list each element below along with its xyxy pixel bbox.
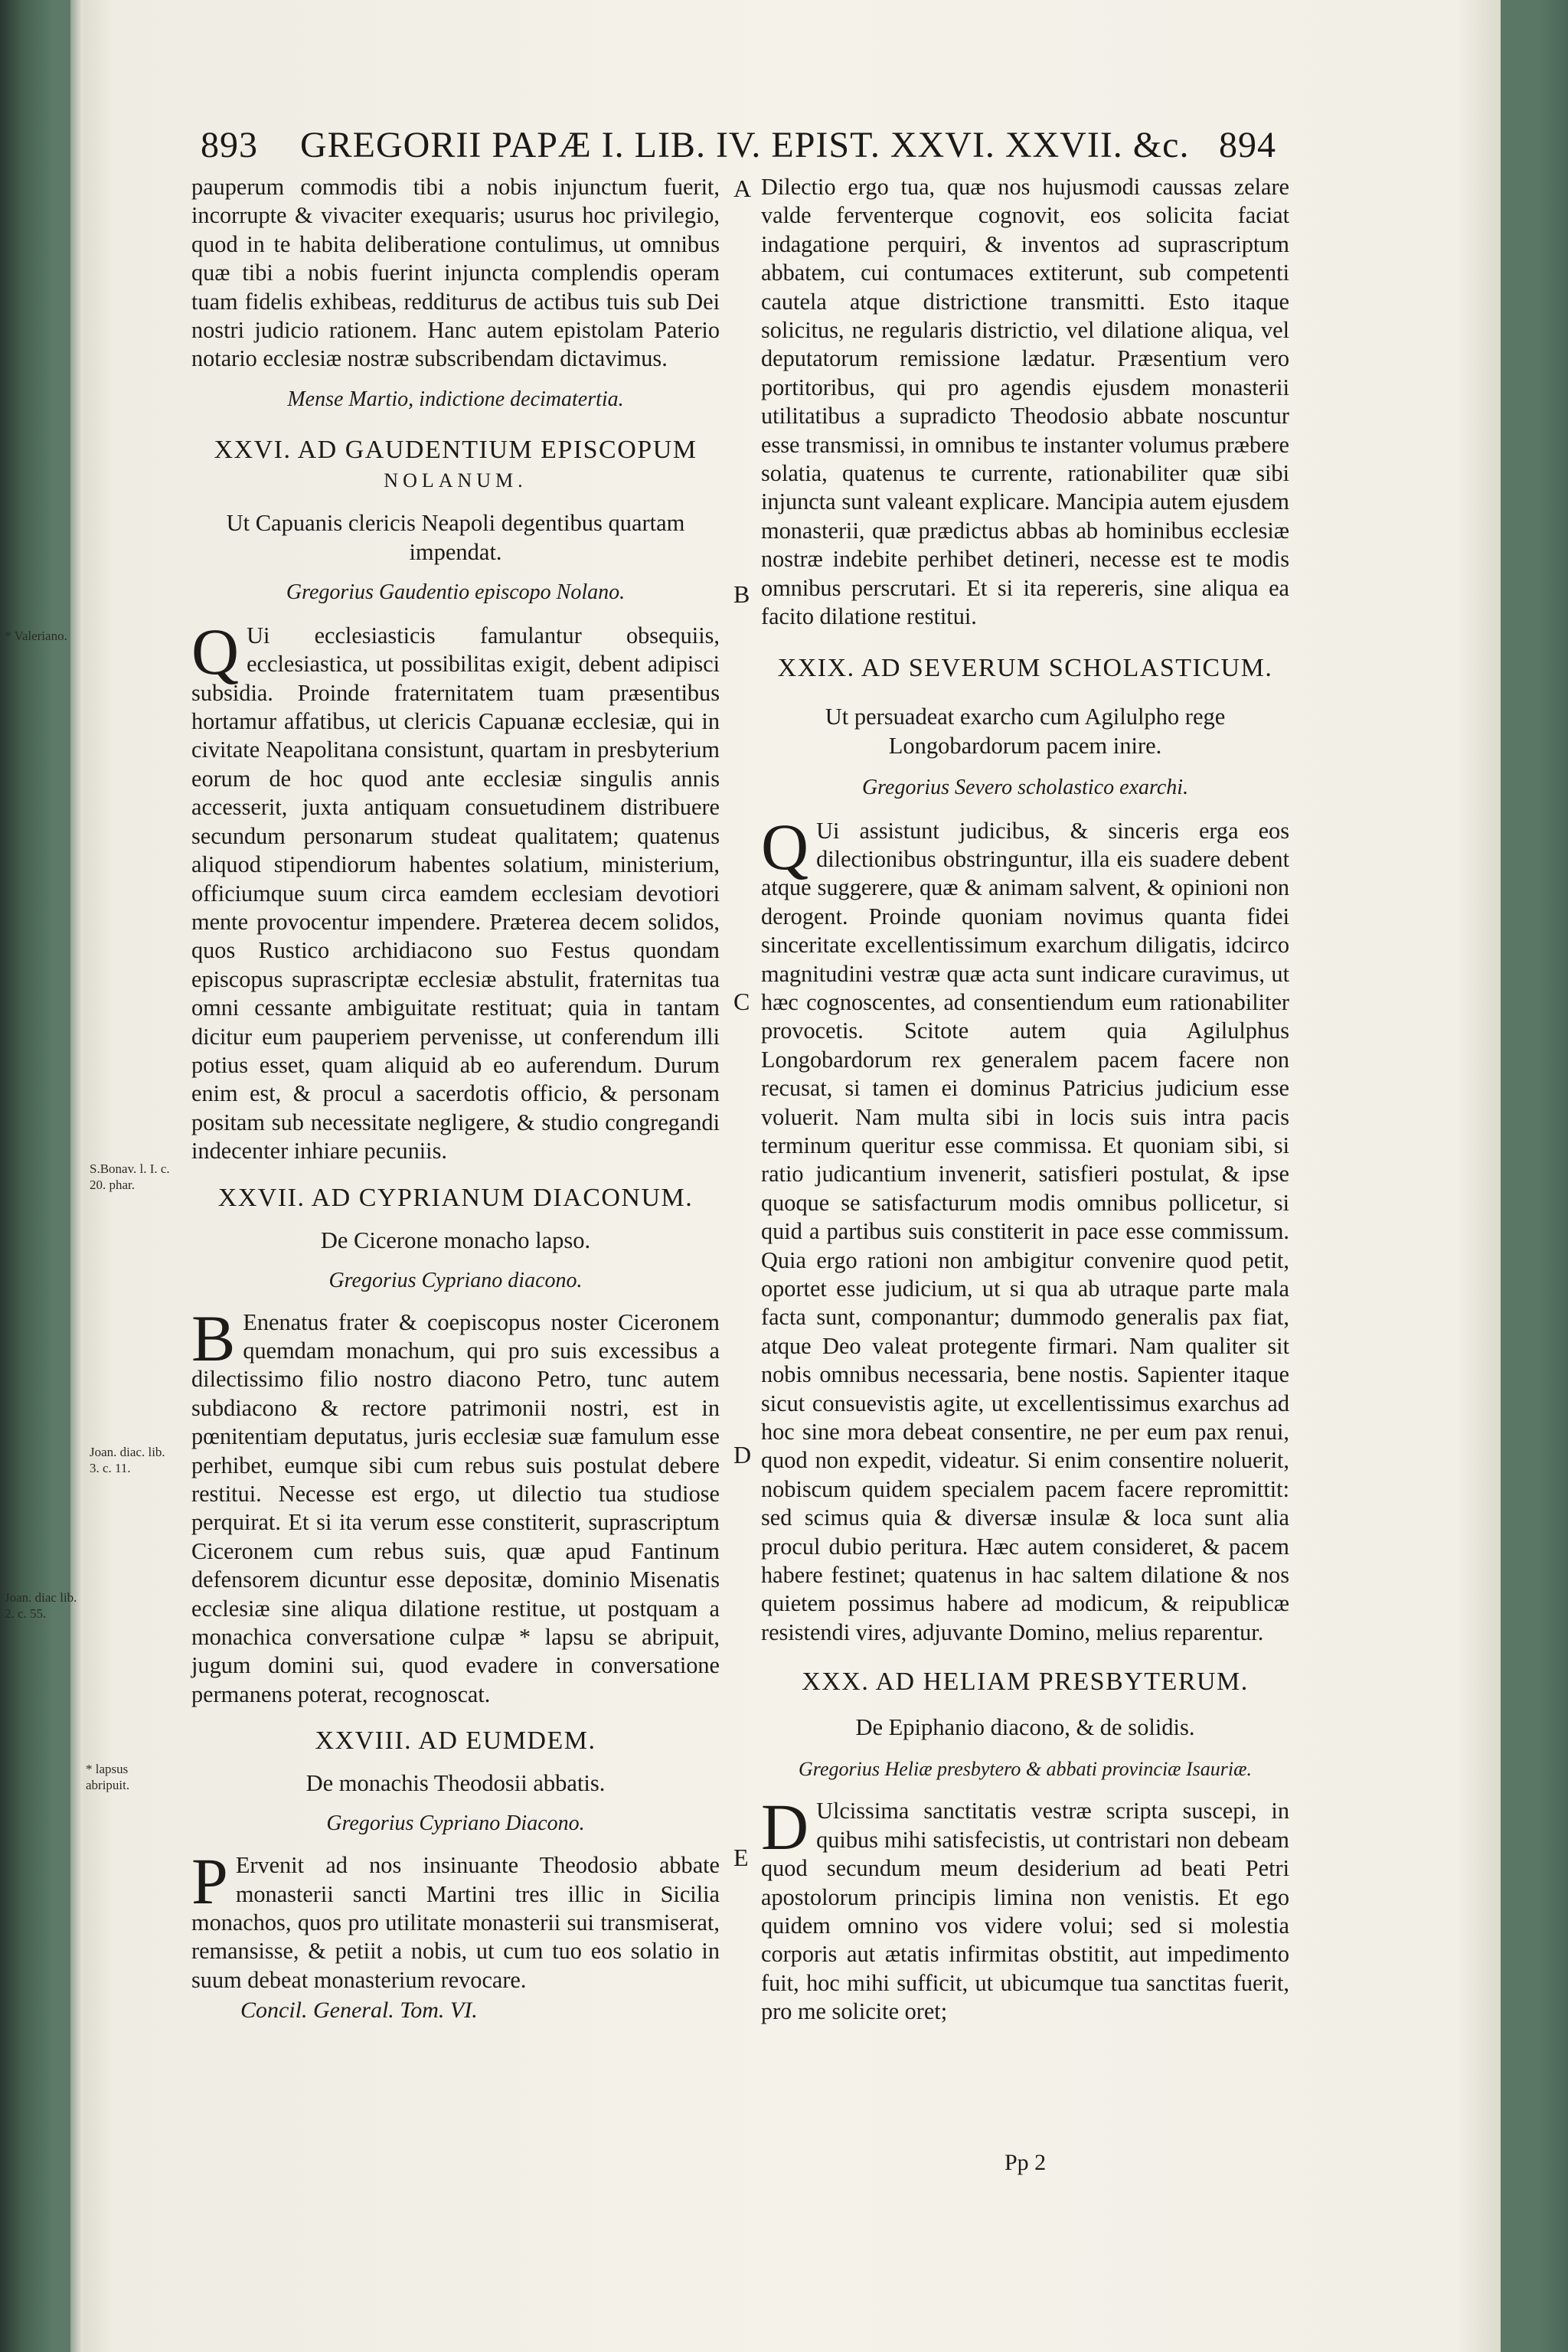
margin-note-lapsus: * lapsus abripuit. [86, 1762, 130, 1792]
volume-footer: Concil. General. Tom. VI. [240, 1998, 478, 2024]
epistle-26-address: Gregorius Gaudentio episcopo Nolano. [286, 580, 626, 604]
page-number-left: 893 [201, 125, 258, 165]
epistle-28-body: Ervenit ad nos insinuante Theodosio abbate monasterii sancti Martini tres illic in Sicilia monachos, quos pro utilitate monasterii sui transmiserat, remansisse, & petiit a nobis, ut cum tuo eos solatio in suum debeat monasterium revocare. [191, 1852, 720, 1993]
drop-cap-p: P [191, 1844, 228, 1919]
epistle-28-continuation: Dilectio ergo tua, quæ nos hujusmodi caussas zelare valde ferventerque cognovit, eos solicita faciat indagatione perquiri, & inventos ad suprascriptum abbatem, cui contumaces extiterunt, sub competenti cautela atque districtione transmitti. Esto itaque solicitus, ne regularis districtio, vel dilatione aliqua, vel deputatorum remissione lædatur. Præsentium vero portitoribus, qui pro agendis ejusdem monasterii utilitatibus a supradicto Theodosio abbate noscuntur esse transmissi, in omnibus te instanter volumus præbere solatia, quatenus te currente, rationabiliter quæ sibi injuncta sunt valeant explicare. Mancipia autem ejusdem monasterii, quæ prædictus abbas ab hominibus ecclesiæ nostræ indebite perhibet detineri, necesse est te modis omnibus perscrutari. Et si ita repereris, sine aliqua ea facito dilatione restitui. [761, 174, 1290, 630]
signature-mark: Pp 2 [1004, 2150, 1047, 2175]
section-letter-c: C [733, 988, 750, 1015]
margin-note-valeriano: * Valeriano. [5, 629, 67, 643]
epistle-26-body: Ui ecclesiasticis famulantur obsequiis, ecclesiastica, ut possibilitas exigit, debent adipisci subsidia. Proinde fraternitatem tuam præsentibus hortamur affatibus, ut clericis Capuanæ ecclesiæ, qui in civitate Neapolitana consistunt, quartam in presbyterium eorum de hoc quod ante ecclesiæ singulis annis accesserit, juxta antiquam consuetudinem distribuere secundum personarum studeat qualitatem; quatenus aliquod stipendiorum habentes solatium, ministerium, officiumque suum circa eamdem ecclesiam devotiori mente provocentur impendere. Præterea decem solidos, quos Rustico archidiacono suo Festus quondam episcopus suprascriptæ ecclesiæ abstulit, fraternitas tua omni cessante ambiguitate restituat; quia in tantam dicitur eum pauperiem pervenisse, ut conferendum illi potius esset, quam aliquid ab eo auferendum. Durum enim est, & procul a sacerdotis officio, & personam positam sub necessitate negligere, & studio congregandi indecenter inhiare pecuniis. [191, 622, 720, 1165]
epistle-29-address: Gregorius Severo scholastico exarchi. [861, 775, 1189, 799]
left-column [191, 173, 720, 2024]
section-letter-e: E [733, 1844, 749, 1871]
epistle-30-summary: De Epiphanio diacono, & de solidis. [855, 1714, 1195, 1741]
epistle-26-title [191, 435, 720, 496]
drop-cap-q: Q [191, 614, 240, 688]
drop-cap-b: B [191, 1301, 236, 1375]
epistle-28-text [191, 1844, 720, 1994]
drop-cap-q2: Q [761, 809, 809, 884]
epistle-28-address: Gregorius Cypriano Diacono. [326, 1811, 585, 1836]
drop-cap-d: D [761, 1790, 809, 1864]
epistle-26-text [191, 614, 720, 1166]
epistle-30-title: XXX. AD HELIAM PRESBYTERUM. [802, 1668, 1249, 1697]
epistle-27-body: Enenatus frater & coepiscopus noster Ciceronem quemdam monachum, qui pro suis excessibus a dilectissimo filio nostro diacono Petro, tunc autem subdiacono & rectore patrimonii nostri, est in pœnitentiam deputatus, juris ecclesiæ suæ famulum esse perhibet, eumque sibi cum rebus suis postulat debere restitui. Necesse est ergo, ut dilectio tua studiose perquirat. Et si ita verum esse constiterit, suprascriptum Ciceronem cum rebus suis, quæ apud Fantinum defensorem dicuntur esse depositæ, dominio Misenatis ecclesiæ sine aliqua dilatione restitue, ut postquam a monachica conversatione culpæ * lapsu se abripuit, jugum domini sui, quod evadere in conversatione permanens poterat, recognoscat. [191, 1308, 720, 1707]
section-letter-d: D [733, 1441, 752, 1468]
epistle-29-title: XXIX. AD SEVERUM SCHOLASTICUM. [777, 653, 1273, 682]
section-letter-a: A [733, 175, 752, 202]
epistle-30-text [761, 1790, 1289, 2026]
dateline: Mense Martio, indictione decimatertia. [287, 387, 624, 411]
running-title: GREGORII PAPÆ I. LIB. IV. EPIST. XXVI. XXVII. &c. [300, 125, 1190, 165]
epistle-29-body: Ui assistunt judicibus, & sinceris erga eos dilectionibus obstringuntur, illa eis suadere debent atque suggerere, quæ & animam salvent, & opinioni non derogent. Proinde quoniam novimus quanta fidei sinceritate excellentissimum exarchum diligatis, idcirco magnitudini vestræ quæ acta sunt indicare curavimus, ut hæc cognoscentes, ad consentiendum eum rationabiliter provocetis. Scitote autem quia Agilulphus Longobardorum rex generalem pacem facere non recusat, si tamen ei dominus Patricius judicium esse voluerit. Nam multa sibi in locis suis intra pacis terminum queritur esse commissa. Et quoniam sibi, si ratio judicantium invenerit, satisfieri postulat, & ipse quoque se satisfacturum modis omnibus pollicetur, si quid a partibus suis constiterit in pace esse commissum. Quia ergo rationi non ambigitur convenire quod petit, oportet esse judicium, ut si qua ab utraque parte mala facta sunt, componantur; dummodo generalis pax fiat, atque Deo valeat protegente firmari. Nam qualiter sit nobis omnibus necessaria, bene nostis. Sapienter itaque sicut consuevistis agite, ut excellentissimus exarchus ad hoc sine mora debeat consentire, ne per eum pax renui, quod non expedit, videatur. Si enim consentire noluerit, nobiscum quidem specialem pacem facere repromittit: sed scimus quia & diversæ insulæ & loca sunt alia procul dubio peritura. Hæc autem consideret, & pacem habere festinet; quatenus in hac saltem dilatione & nos quietem possimus habere ad modicum, & reipublicæ resistendi vires, adjuvante Domino, melius reparentur. [761, 817, 1289, 1645]
epistle-26-title-text: XXVI. AD GAUDENTIUM EPISCOPUM [214, 435, 697, 464]
epistle-27-summary: De Cicerone monacho lapso. [320, 1227, 591, 1253]
epistle-28-title: XXVIII. AD EUMDEM. [315, 1726, 596, 1756]
epistle-27-text [191, 1301, 720, 1710]
epistle-30-address: Gregorius Heliæ presbytero & abbati provinciæ Isauriæ. [799, 1758, 1252, 1781]
right-column [761, 173, 1289, 2027]
section-letter-b: B [733, 580, 750, 608]
page-number-right: 894 [1219, 125, 1276, 165]
margin-note-joan-1: Joan. diac. lib. 3. c. 11. [90, 1445, 165, 1475]
epistle-29-summary: Ut persuadeat exarcho cum Agilulpho rege Longobardorum pacem inire. [825, 703, 1226, 759]
intro-paragraph: pauperum commodis tibi a nobis injunctum fuerit, incorrupte & vivaciter exequaris; usurus hoc privilegio, quod in te habita deliberatione contulimus, ut omnibus quæ tibi a nobis fuerint injuncta complendis operam tuam fidelis exhibeas, redditurus de actibus tuis sub Dei nostri judicio rationem. Hanc autem epistolam Paterio notario ecclesiæ nostræ subscribendam dictavimus. [191, 174, 720, 372]
margin-note-bonav: S.Bonav. l. I. c. 20. phar. [90, 1161, 170, 1192]
epistle-26-summary: Ut Capuanis clericis Neapoli degentibus quartam impendat. [226, 509, 685, 565]
epistle-26-subtitle: NOLANUM. [384, 469, 528, 492]
epistle-28-summary: De monachis Theodosii abbatis. [305, 1770, 606, 1797]
page-gutter [70, 0, 83, 2352]
epistle-27-address: Gregorius Cypriano diacono. [328, 1268, 583, 1292]
book-page [5, 0, 1501, 2352]
epistle-29-text [761, 809, 1289, 1648]
epistle-27-title: XXVII. AD CYPRIANUM DIACONUM. [217, 1183, 694, 1212]
epistle-30-body: Ulcissima sanctitatis vestræ scripta suscepi, in quibus mihi satisfecistis, ut contristari non debeam quod secundum meum desiderium ad beati Petri apostolorum principis limina non venistis. Et ego quidem omnino vos videre volui; sed si molestia corporis aut ætatis infirmitas obstitit, aut impedimento fuit, hoc mihi sufficit, ut ubicumque tua sanctitas fuerit, pro me solicite oret; [761, 1798, 1289, 2025]
margin-note-joan-2: Joan. diac lib. 2. c. 55. [5, 1590, 77, 1621]
